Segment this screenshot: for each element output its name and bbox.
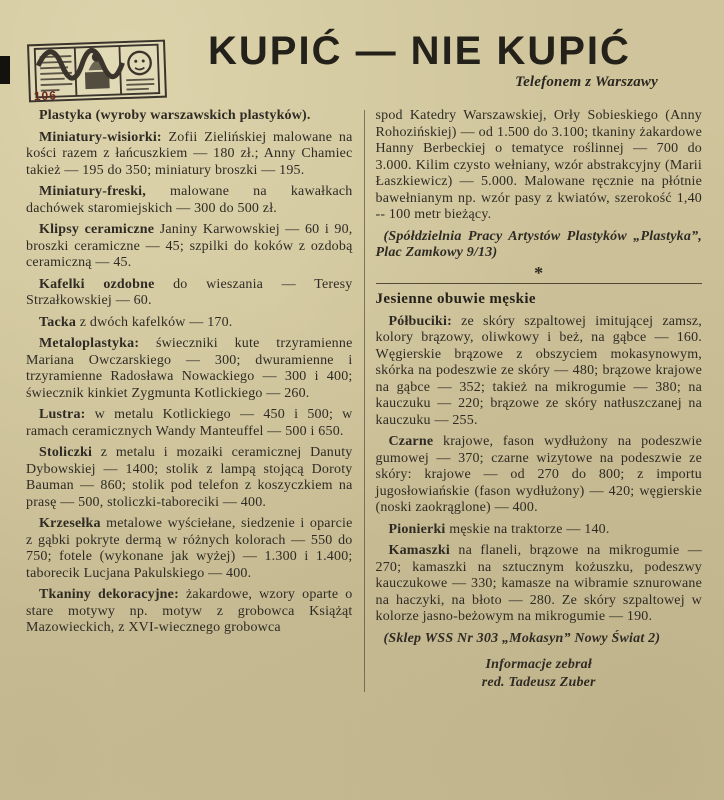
star-separator: * xyxy=(534,262,544,283)
paragraph-lead: Półbuciki: xyxy=(388,313,452,329)
paragraph-krzeselka xyxy=(26,516,353,582)
paragraph-lead: Pionierki xyxy=(388,521,446,537)
paragraph-lead: Lustra: xyxy=(39,407,86,422)
paragraph-czarne xyxy=(376,434,703,517)
masthead xyxy=(0,0,724,103)
paragraph-text: z dwóch kafelków — 170. xyxy=(76,314,233,330)
byline xyxy=(376,656,703,692)
paragraph-lead: Miniatury-freski, xyxy=(39,184,146,199)
paragraph-lustra xyxy=(26,407,353,440)
handwriting-mark xyxy=(21,28,157,87)
paragraph-lead: Plastyka (wyroby warszawskich plastyków). xyxy=(39,108,311,123)
paragraph-lead: Krzesełka xyxy=(39,516,101,531)
paragraph-text: metalowe wyściełane, siedzenie i oparcie z gąbki pokryte dermą w różnych kolorach — 550 do 750; fotele (wykonane jak wyżej) — 1.300 i 1.400; taborecik Lucjana Pakulskiego — 400. xyxy=(26,516,353,581)
paragraph-text: ze skóry szpaltowej imitującej zamsz, kolory brązowy, oliwkowy i beż, na gąbce — 160. Węgierskie brązowe z obszyciem mokasynowym, skórka na podeszwie ze skóry — 480; brązowe krajowe na gąbce — 352; takież na mikrogumie — 380; na kauczuku — 220; brązowe ze skóry natłuszczanej na kauczuku — 255. xyxy=(375,313,702,428)
paragraph-text: Janiny Karwowskiej — 60 i 90, broszki ceramiczne — 45; szpilki do koków z ozdobą ceramiczną — 45. xyxy=(26,222,353,270)
stamp-illustration xyxy=(27,40,167,103)
paragraph-polbuciki xyxy=(376,314,703,430)
paragraph-continuation: spod Katedry Warszawskiej, Orły Sobieskiego (Anny Rohozińskiej) — od 1.500 do 3.100; tkaniny żakardowe Hanny Berbeckiej o tematyce roślinnej — 700 do 3.000. Kilim czysto wełniany, wzór abstrakcyjny (Marii Łaszkiewicz) — 5.000. Malowane ręcznie na płótnie bawełnianym np. wzór pasy z kwiatów, szerokość 1,40 -- 100 metr bieżący. xyxy=(375,108,702,222)
paragraph-text: żakardowe, wzory oparte o stare motywy np. motyw z grobowca Książąt Mazowieckich, z XVI-wiecznego grobowca xyxy=(26,587,353,635)
paragraph-lead: Metaloplastyka: xyxy=(39,336,140,351)
article-body xyxy=(0,100,724,692)
paragraph-lead: Tacka xyxy=(39,314,77,330)
left-column xyxy=(26,108,353,692)
paragraph-tkaniny xyxy=(26,587,353,637)
paragraph-metaloplastyka xyxy=(26,336,353,402)
page-subtitle: Telefonem z Warszawy xyxy=(515,74,658,90)
paragraph-text: w metalu Kotlickiego — 450 i 500; w ramach ceramicznych Wandy Manteuffel — 500 i 650. xyxy=(26,407,353,439)
paragraph-text: na flaneli, brązowe na mikrogumie — 270; kamaszki na sztucznym kożuszku, podeszwy kauczukowe — 330; kamasze na wibramie sznurowane na haczyki, na błoto — 280. Ze skóry szpaltowej w kolorze jasno-beżowym na mikrogumie — 190. xyxy=(375,543,702,624)
stamp-number: 106 xyxy=(33,87,58,103)
paragraph-lead: Stoliczki xyxy=(39,445,93,460)
paragraph-lead: Kamaszki xyxy=(388,543,450,558)
paragraph-stoliczki xyxy=(26,445,353,511)
right-column xyxy=(376,108,703,692)
paragraph-kamaszki xyxy=(376,543,703,626)
paragraph-lead: Miniatury-wisiorki: xyxy=(39,129,162,145)
paragraph-text: krajowe, fason wydłużony na podeszwie gumowej — 370; czarne wizytowe na podeszwie ze skóry: krajowe — od 270 do 800; z importu jugosłowiańskie (fason wydłużony) — 420; węgierskie (noski zaokrąglone) — 400. xyxy=(375,434,702,515)
paragraph-plastyka xyxy=(26,108,353,125)
section-rule xyxy=(376,283,703,284)
paragraph-pionierki xyxy=(376,522,703,539)
paragraph-lead: Klipsy ceramiczne xyxy=(39,222,155,237)
source-mokasyn: (Sklep WSS Nr 303 „Mokasyn” Nowy Świat 2) xyxy=(383,630,661,646)
page-title: KUPIĆ — NIE KUPIĆ xyxy=(208,29,631,73)
paragraph-text: męskie na traktorze — 140. xyxy=(445,521,610,537)
paragraph-text: do wieszania — Teresy Strzałkowskiej — 60. xyxy=(26,276,353,308)
byline-line1: Informacje zebrał xyxy=(485,657,592,672)
paragraph-lead: Tkaniny dekoracyjne: xyxy=(39,587,179,602)
byline-line2: red. Tadeusz Zuber xyxy=(481,675,596,690)
paragraph-text: świeczniki kute trzyramienne Mariana Owczarskiego — 300; dwuramienne i trzyramienne Radosława Nowackiego — 300 i 400; świecznik kinkiet Zygmunta Kotlickiego — 260. xyxy=(26,336,353,401)
paragraph-text: malowane na kawałkach dachówek staromiejskich — 300 do 500 zł. xyxy=(26,184,353,216)
paragraph-klipsy xyxy=(26,222,353,272)
paragraph-tacka xyxy=(26,315,353,332)
paragraph-text: Zofii Zielińskiej malowane na kości razem z łańcuszkiem — 180 zł.; Anny Chamiec takież — 195 do 350; miniatury broszki — 195. xyxy=(26,129,353,178)
source-plastyka: (Spółdzielnia Pracy Artystów Plastyków „Plastyka”, Plac Zamkowy 9/13) xyxy=(375,228,702,260)
paragraph-lead: Czarne xyxy=(388,434,434,449)
paragraph-kafelki xyxy=(26,277,353,310)
paragraph-text: z metalu i mozaiki ceramicznej Danuty Dybowskiej — 1400; stolik z lampą stojącą Doroty Bauman — 860; stolik pod telefon z koszyczkiem na prasę — 500, stoliczki-taboreciki — 400. xyxy=(26,445,353,510)
paragraph-wisiorki xyxy=(26,130,353,180)
section-heading-obuwie: Jesienne obuwie męskie xyxy=(375,290,536,307)
paragraph-freski xyxy=(26,184,353,217)
column-divider xyxy=(364,110,365,692)
paragraph-lead: Kafelki ozdobne xyxy=(39,276,155,292)
